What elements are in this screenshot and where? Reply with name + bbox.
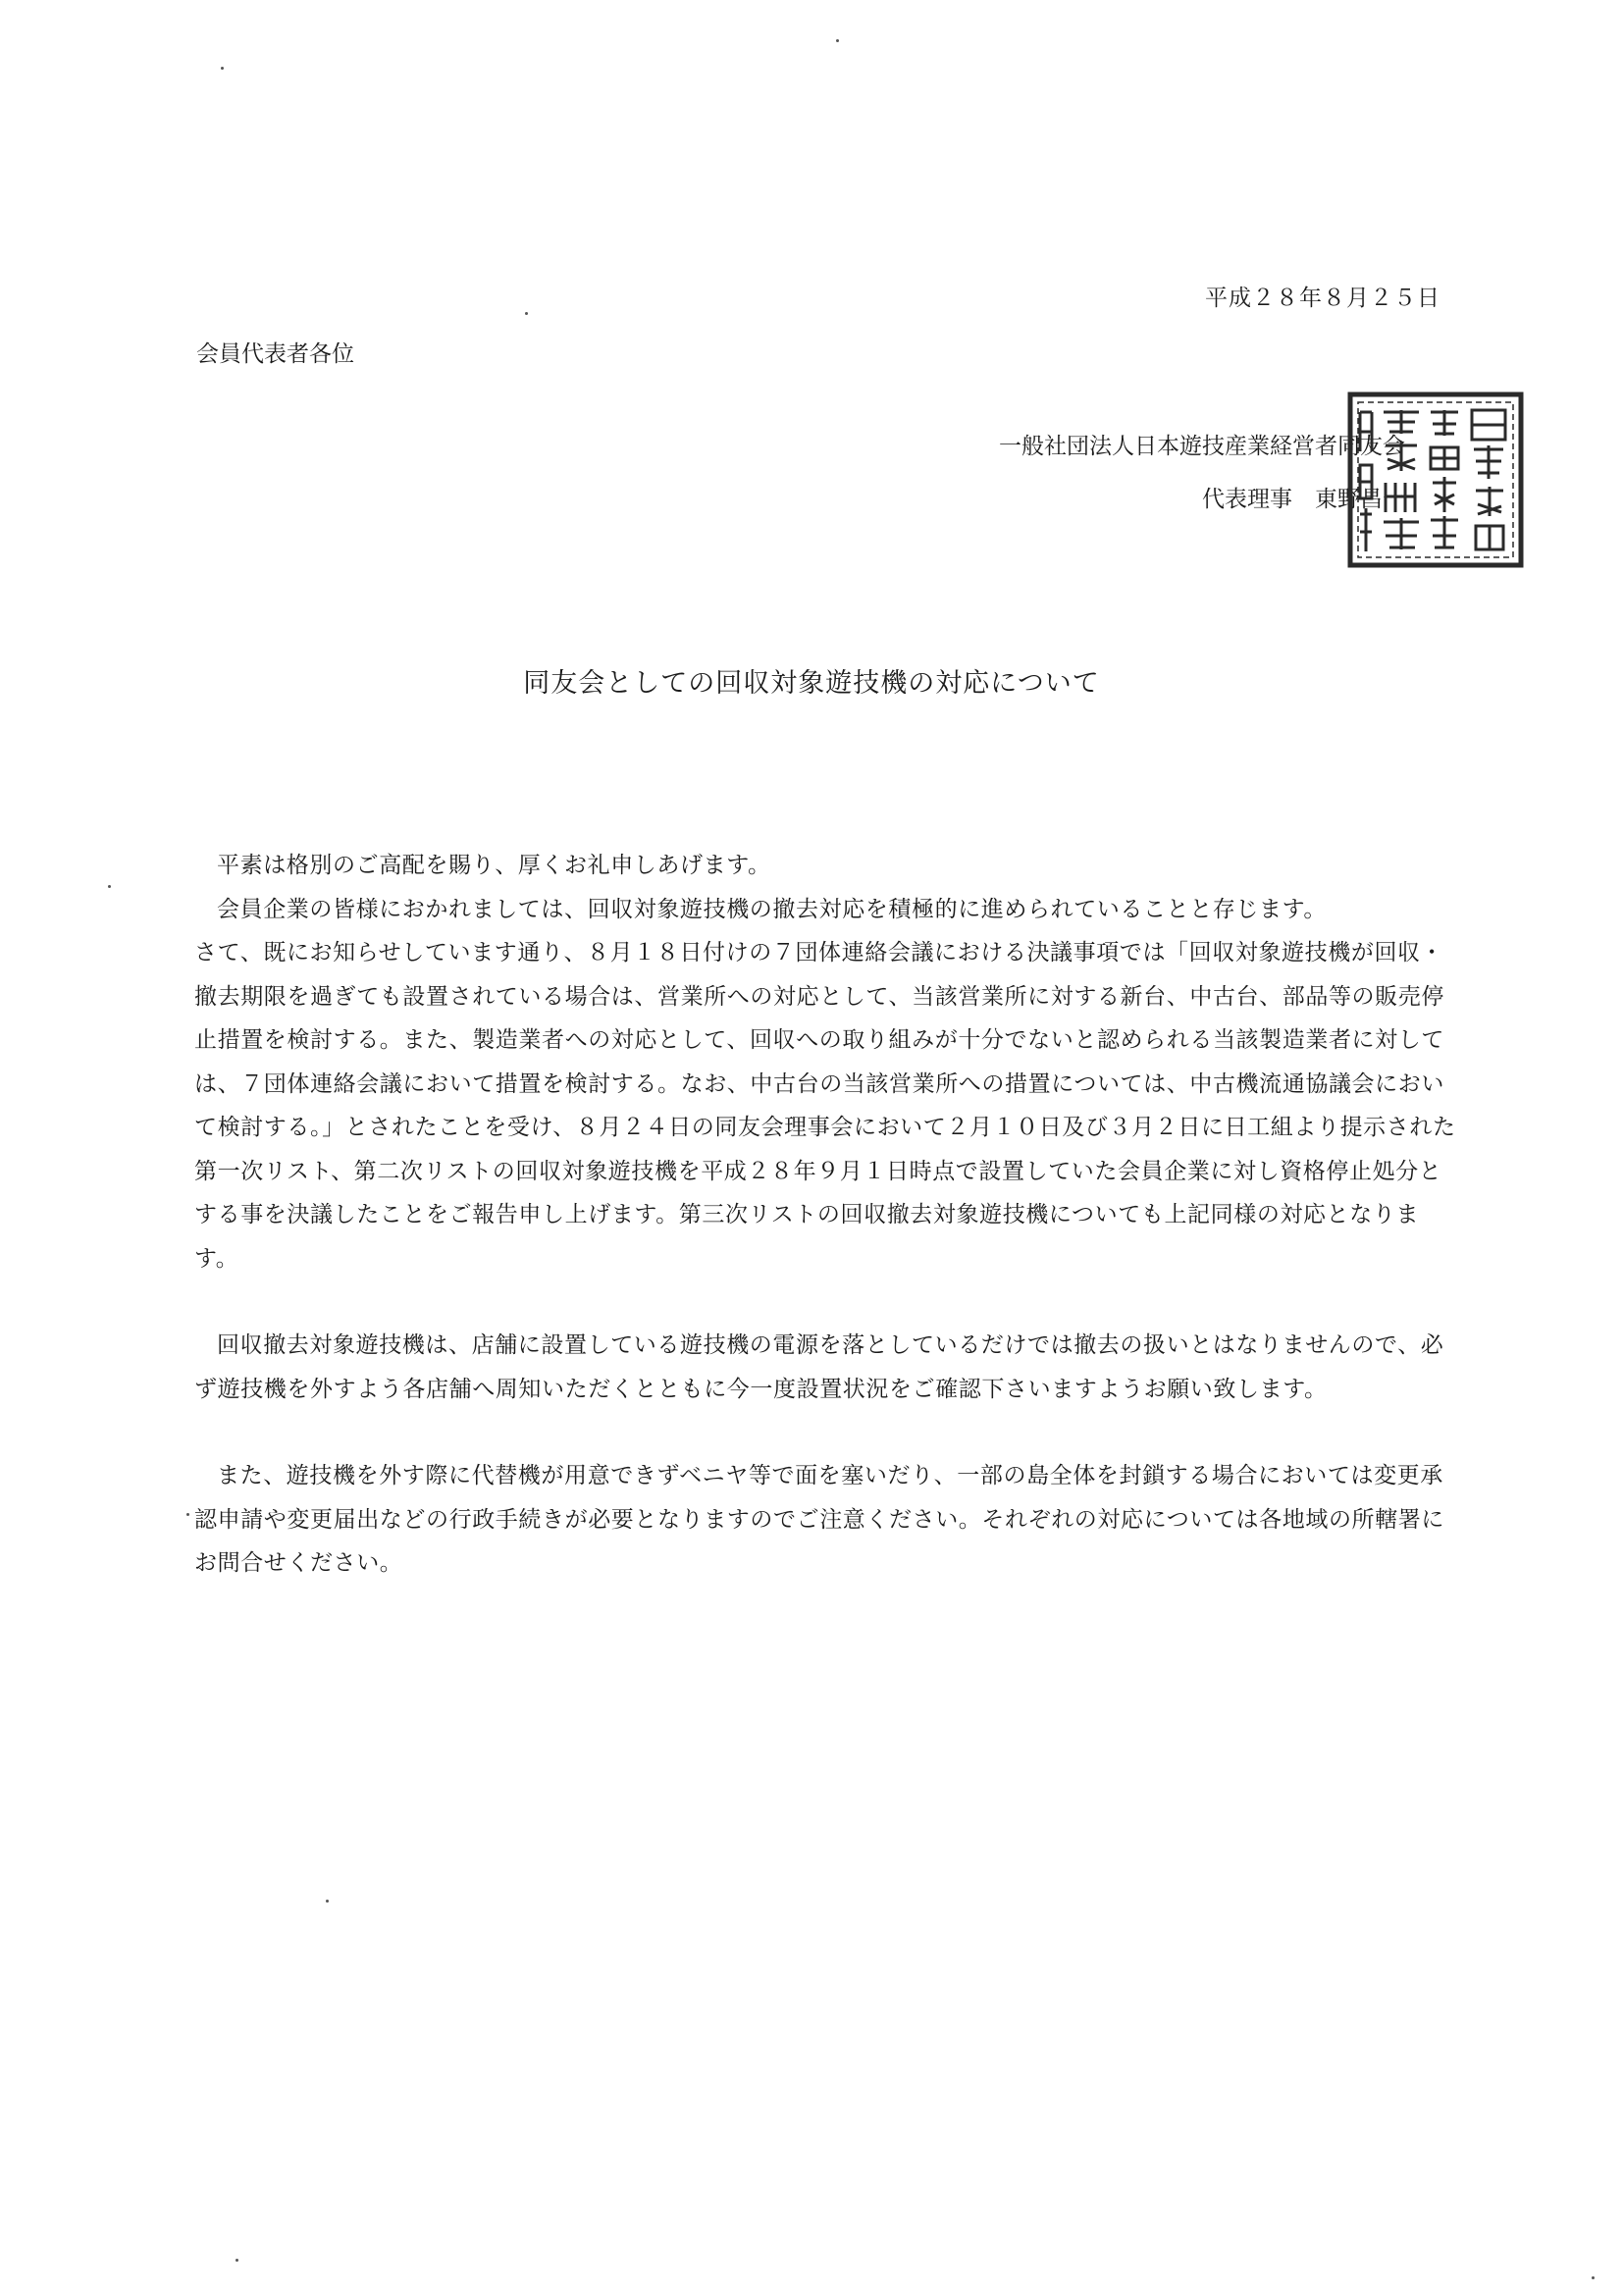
scan-speck xyxy=(326,1900,329,1903)
scan-speck xyxy=(525,312,528,315)
body-paragraph-greeting: 平素は格別のご高配を賜り、厚くお礼申しあげます。 xyxy=(217,853,771,878)
scan-speck xyxy=(186,1513,189,1516)
document-date: 平成２８年８月２５日 xyxy=(1205,286,1440,311)
issuer-organization: 一般社団法人日本遊技産業経営者同友会 xyxy=(999,434,1405,459)
paragraph-spacer xyxy=(194,1411,1460,1454)
document-title: 同友会としての回収対象遊技機の対応について xyxy=(523,668,1100,699)
paragraph-spacer xyxy=(194,1280,1460,1324)
body-paragraph-resolution: さて、既にお知らせしています通り、８月１８日付けの７団体連絡会議における決議事項では「回収対象遊技機が回収・撤去期限を過ぎても設置されている場合は、営業所への対応として、当該営業所に対する新台、中古台、部品等の販売停止措置を検討する。また、製造業者への対応として、回収への取り組みが十分でないと認められる当該製造業者に対しては、７団体連絡会議において措置を検討する。なお、中古台の当該営業所への措置については、中古機流通協議会において検討する。」とされたことを受け、８月２４日の同友会理事会において２月１０日及び３月２日に日工組より提示された第一次リスト、第二次リストの回収対象遊技機を平成２８年９月１日時点で設置していた会員企業に対し資格停止処分とする事を決議したことをご報告申し上げます。第三次リストの回収撤去対象遊技機についても上記同様の対応となります。 xyxy=(194,940,1456,1272)
issuer-representative: 代表理事 東野昌一 xyxy=(1202,487,1405,512)
official-seal-stamp xyxy=(1344,389,1527,571)
body-paragraph-removal-request: 回収撤去対象遊技機は、店舗に設置している遊技機の電源を落としているだけでは撤去の扱いとはなりませんので、必ず遊技機を外すよう各店舗へ周知いただくとともに今一度設置状況をご確認下さいますようお願い致します。 xyxy=(194,1332,1444,1402)
scan-speck xyxy=(836,39,839,42)
scan-speck xyxy=(221,67,224,70)
body-paragraph-administrative-notice: また、遊技機を外す際に代替機が用意できずベニヤ等で面を塞いだり、一部の島全体を封鎖する場合においては変更承認申請や変更届出などの行政手続きが必要となりますのでご注意ください。それぞれの対応については各地域の所轄署にお問合せください。 xyxy=(194,1463,1444,1576)
scan-speck xyxy=(108,885,111,888)
scan-speck xyxy=(236,2259,238,2262)
scan-speck xyxy=(1592,2276,1595,2279)
addressee: 会員代表者各位 xyxy=(196,341,354,367)
body-paragraph-intro: 会員企業の皆様におかれましては、回収対象遊技機の撤去対応を積極的に進められていることと存じます。 xyxy=(217,896,1327,922)
document-body xyxy=(194,844,1460,1586)
